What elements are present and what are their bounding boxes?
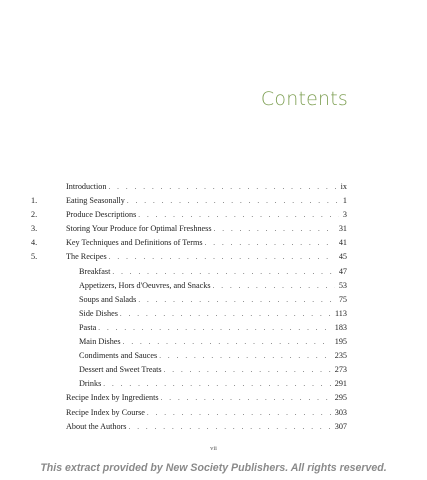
- toc-entry: [0, 321, 427, 335]
- dot-leader: [138, 208, 347, 222]
- toc-entry-line: [66, 208, 347, 222]
- toc-entry: [0, 180, 427, 194]
- toc-entry-line: [66, 250, 347, 264]
- toc-entry-page: 307: [331, 420, 347, 434]
- toc-entry: [0, 279, 427, 293]
- toc-entry: [0, 250, 427, 264]
- toc-entry-page: 3: [339, 208, 347, 222]
- toc-entry: [0, 363, 427, 377]
- toc-entry-title: Key Techniques and Definitions of Terms: [66, 238, 203, 248]
- toc-entry-number: 3.: [31, 224, 38, 234]
- toc-entry-page: 235: [331, 349, 347, 363]
- toc-entry: [0, 222, 427, 236]
- dot-leader: [129, 420, 348, 434]
- toc-entry-title: Soups and Salads: [79, 294, 137, 304]
- toc-entry-page: 45: [335, 250, 347, 264]
- toc-entry-line: [66, 236, 347, 250]
- toc-entry-page: 53: [335, 279, 347, 293]
- dot-leader: [161, 391, 347, 405]
- dot-leader: [109, 250, 347, 264]
- toc-entry: [0, 406, 427, 420]
- dot-leader: [120, 307, 347, 321]
- toc-entry-page: 183: [331, 321, 347, 335]
- toc-entry-number: 5.: [31, 252, 38, 262]
- toc-entry-line: [79, 363, 347, 377]
- dot-leader: [138, 293, 347, 307]
- toc-entry-line: [79, 377, 347, 391]
- toc-entry-line: [66, 180, 347, 194]
- toc-entry-line: [66, 406, 347, 420]
- toc-entry-page: 291: [331, 377, 347, 391]
- dot-leader: [103, 377, 347, 391]
- dot-leader: [127, 194, 347, 208]
- toc-entry-title: Introduction: [66, 182, 107, 191]
- toc-entry-title: Recipe Index by Course: [66, 407, 145, 417]
- dot-leader: [205, 236, 347, 250]
- toc-entry-page: 295: [331, 391, 347, 405]
- toc-entry: [0, 349, 427, 363]
- toc-entry-line: [66, 420, 347, 434]
- toc-entry: [0, 420, 427, 434]
- toc-entry-page: 273: [331, 363, 347, 377]
- toc-entry-title: Appetizers, Hors d'Oeuvres, and Snacks: [79, 280, 211, 290]
- table-of-contents: [0, 180, 427, 434]
- toc-entry-title: Recipe Index by Ingredients: [66, 393, 159, 403]
- toc-entry: [0, 377, 427, 391]
- toc-entry-title: Drinks: [79, 379, 102, 389]
- toc-entry-page: 303: [331, 406, 347, 420]
- toc-entry-line: [79, 279, 347, 293]
- toc-entry-page: 1: [339, 194, 347, 208]
- toc-entry: [0, 307, 427, 321]
- toc-entry-title: Breakfast: [79, 266, 111, 276]
- toc-entry-page: 47: [335, 265, 347, 279]
- toc-entry: [0, 265, 427, 279]
- toc-entry-title: About the Authors: [66, 421, 127, 431]
- dot-leader: [159, 349, 347, 363]
- toc-entry-page: 41: [335, 236, 347, 250]
- dot-leader: [98, 321, 347, 335]
- toc-entry: [0, 335, 427, 349]
- toc-entry-line: [79, 321, 347, 335]
- toc-entry-line: [79, 265, 347, 279]
- toc-entry-title: Condiments and Sauces: [79, 351, 158, 361]
- toc-entry-title: Pasta: [79, 322, 97, 332]
- dot-leader: [112, 265, 347, 279]
- toc-entry-page: 75: [335, 293, 347, 307]
- toc-entry-title: Dessert and Sweet Treats: [79, 365, 162, 375]
- toc-entry-title: Eating Seasonally: [66, 196, 125, 206]
- toc-entry-line: [66, 391, 347, 405]
- page-number: vii: [210, 445, 217, 452]
- toc-entry: [0, 194, 427, 208]
- dot-leader: [213, 279, 347, 293]
- toc-entry: [0, 293, 427, 307]
- dot-leader: [123, 335, 347, 349]
- toc-entry-page: ix: [337, 180, 347, 194]
- toc-entry: [0, 236, 427, 250]
- contents-heading: Contents: [260, 88, 348, 110]
- toc-entry: [0, 391, 427, 405]
- toc-entry-line: [79, 293, 347, 307]
- toc-entry-title: Produce Descriptions: [66, 210, 137, 220]
- dot-leader: [214, 222, 347, 236]
- dot-leader: [147, 406, 347, 420]
- toc-entry-page: 113: [331, 307, 347, 321]
- toc-entry-line: [66, 222, 347, 236]
- copyright-notice: This extract provided by New Society Publishers. All rights reserved.: [40, 462, 387, 474]
- toc-entry-page: 195: [331, 335, 347, 349]
- toc-entry-number: 4.: [31, 238, 38, 248]
- toc-entry-title: Storing Your Produce for Optimal Freshness: [66, 224, 212, 234]
- toc-entry-number: 1.: [31, 196, 38, 206]
- toc-entry-line: [66, 194, 347, 208]
- toc-entry-line: [79, 335, 347, 349]
- toc-entry-title: The Recipes: [66, 252, 107, 262]
- toc-entry: [0, 208, 427, 222]
- toc-entry-line: [79, 349, 347, 363]
- toc-entry-line: [79, 307, 347, 321]
- toc-entry-page: 31: [335, 222, 347, 236]
- dot-leader: [108, 180, 347, 194]
- dot-leader: [164, 363, 347, 377]
- toc-entry-number: 2.: [31, 210, 38, 220]
- toc-entry-title: Side Dishes: [79, 308, 118, 318]
- toc-entry-title: Main Dishes: [79, 337, 121, 347]
